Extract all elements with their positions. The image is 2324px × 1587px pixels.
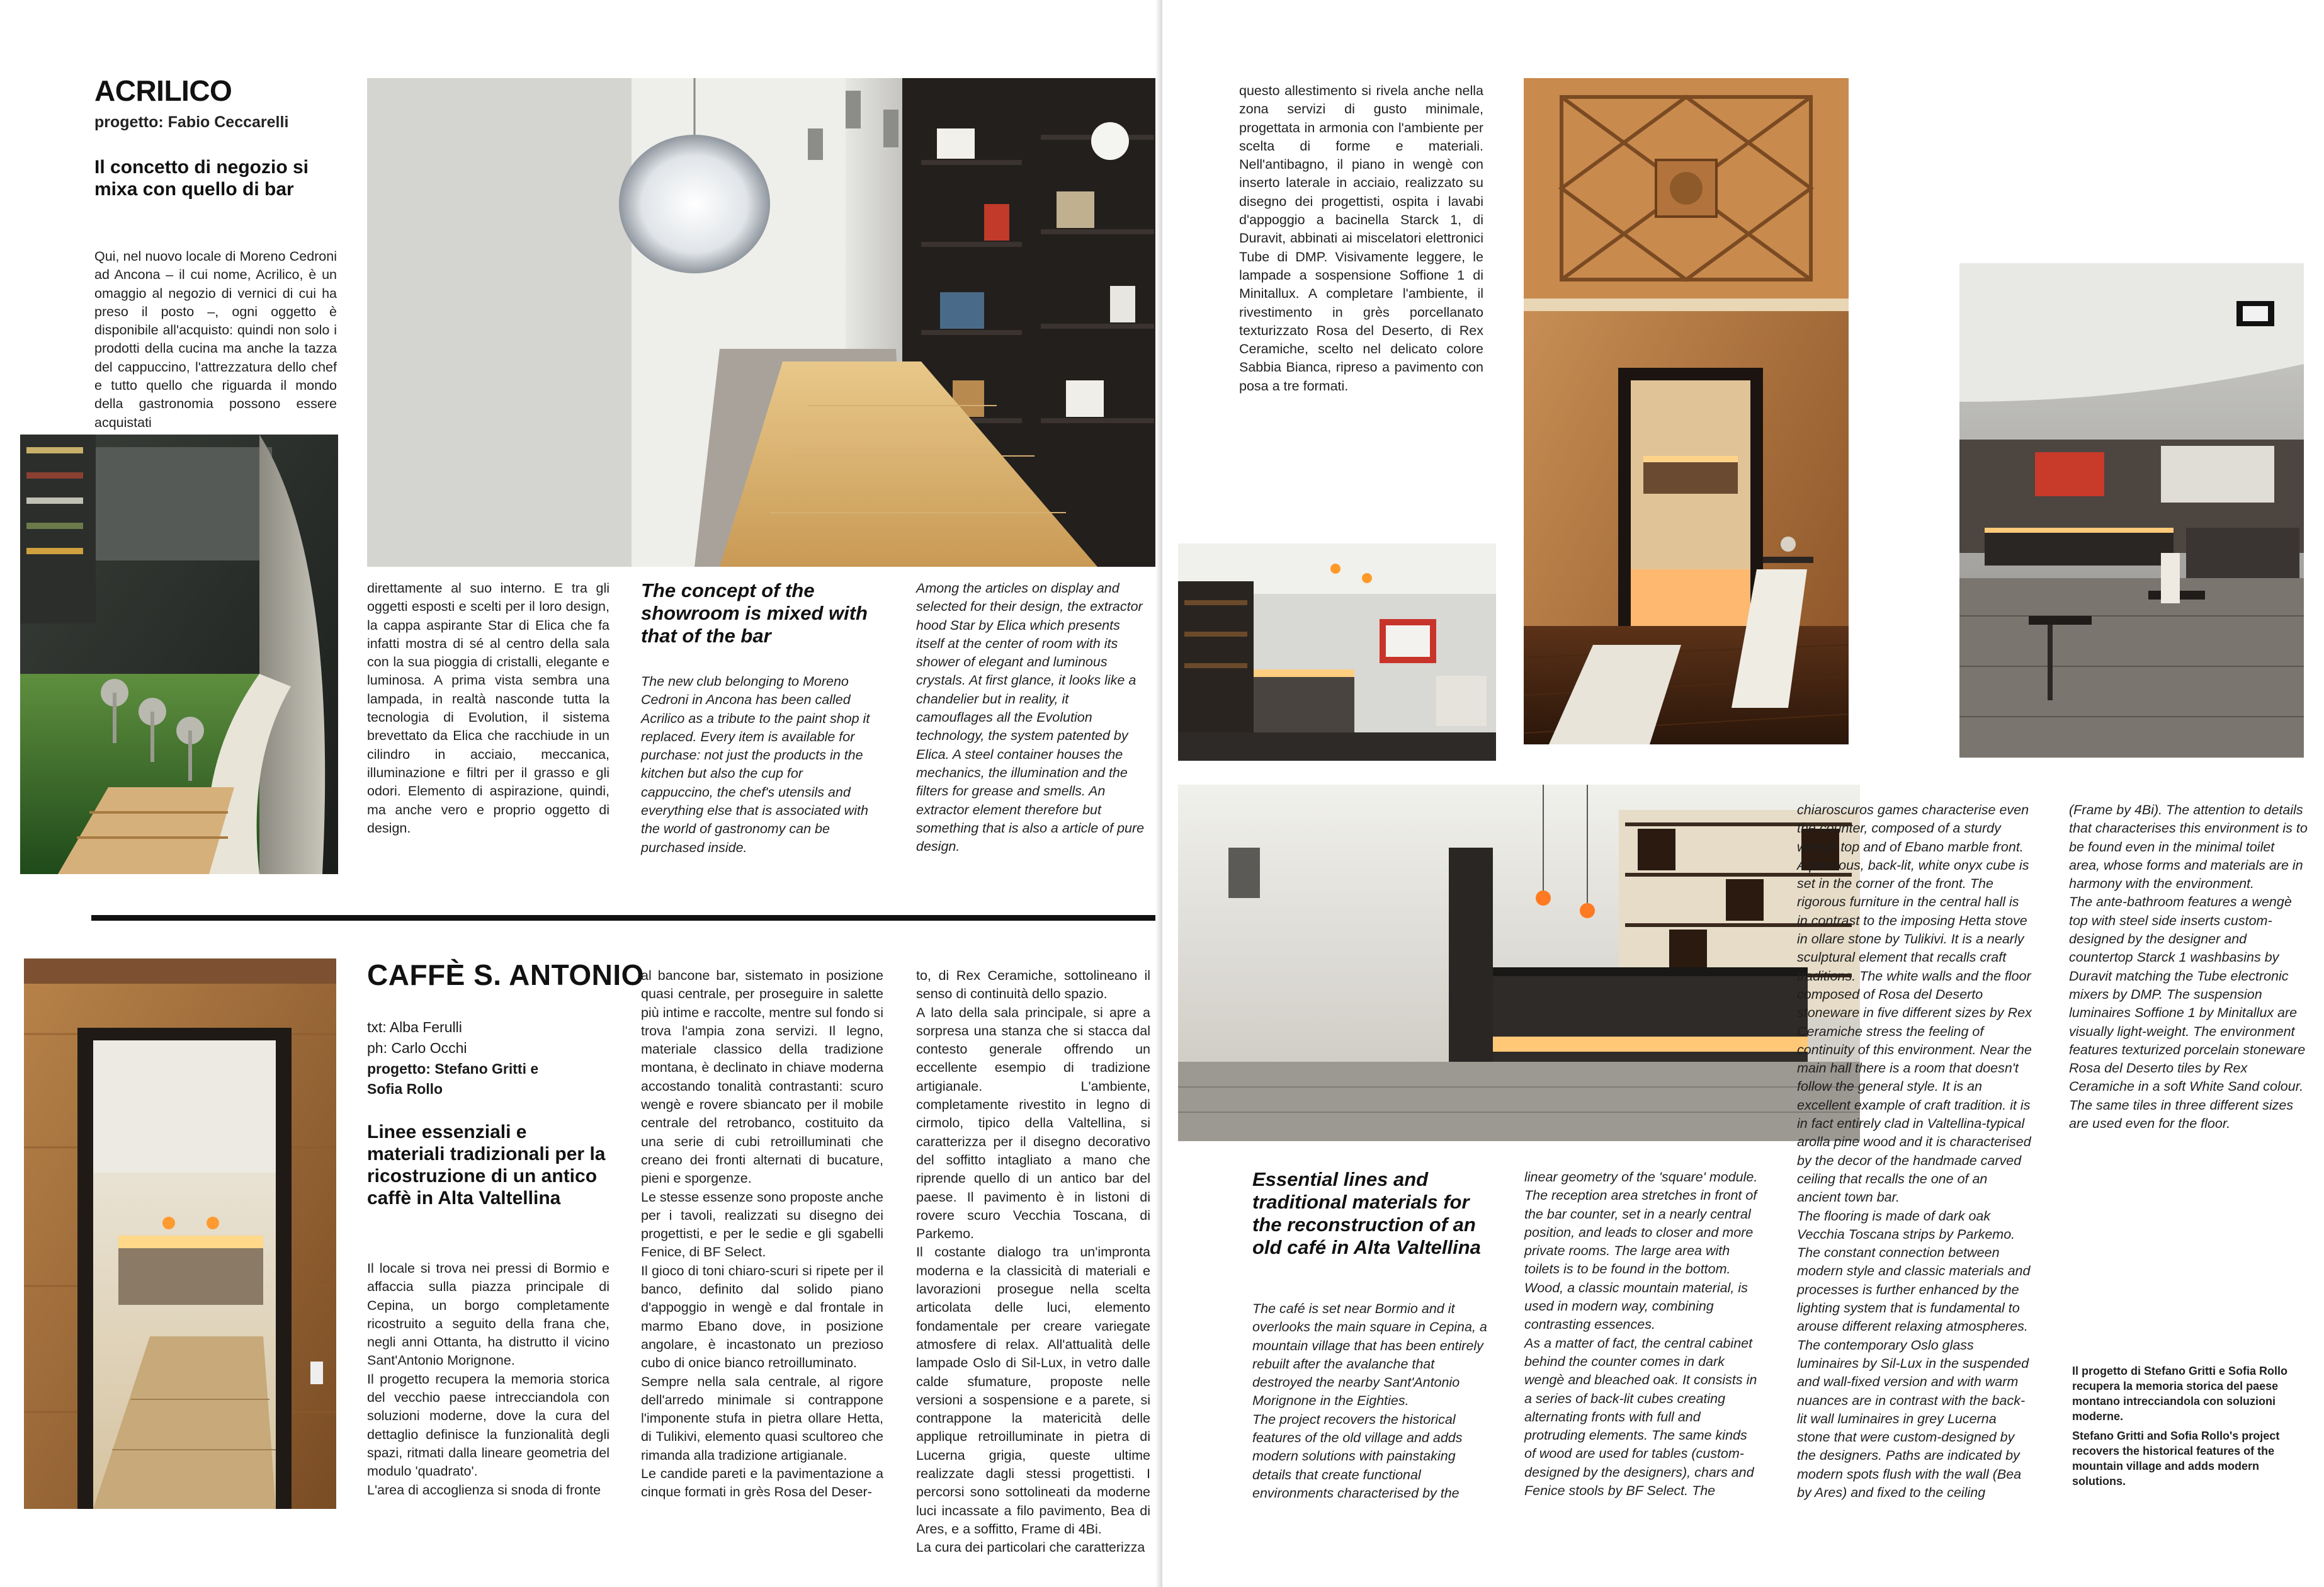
caffe-en-heading: Essential lines and traditional materials for the reconstruction of an old café in Alta Valtellina [1252, 1168, 1481, 1258]
photo-caption-it: Il progetto di Stefano Gritti e Sofia Rollo recupera la memoria storica del paese montano intrecciandola con soluzioni moderne. [2072, 1365, 2287, 1423]
acrilico-body-col1: Qui, nel nuovo locale di Moreno Cedroni ad Ancona – il cui nome, Acrilico, è un omaggio al negozio di vernici di cui ha preso il posto –, ogni oggetto è disponibile all'acquisto: quindi non solo i prodotti della cucina ma anche la tazza del cappuccino, l'attrezzatura dello chef e tutto quello che riguarda il mondo della gastronomia possono essere acquistati [94, 249, 337, 430]
caffe-subtitle: Linee essenziali e materiali tradizionali per la ricostruzione di un antico caffè in Alta Valtellina [367, 1122, 606, 1209]
restroom-interior-photo [1959, 263, 2304, 758]
acrilico-title: ACRILICO [94, 74, 232, 107]
acrilico-stair-photo [20, 435, 338, 874]
caffe-en-body-col2: linear geometry of the 'square' module. The reception area stretches in front of the bar counter, set in a nearly central position, and leads to closer and more private rooms. The large area with toilets is to be found in the bottom. Wood, a classic mountain material, is used in modern way, combining contrasting essences. As a matter of fact, the central cabinet behind the counter comes in dark wengè and bleached oak. It consists in a series of back-lit cubes creating alternating fronts with full and protruding elements. The same kinds of wood are used for tables (custom-designed by the designers), chars and Fenice stools by BF Select. The [1524, 1169, 1758, 1499]
main-bar-photo [1178, 785, 1860, 1141]
caffe-body-col2: al bancone bar, sistemato in posizione quasi centrale, per proseguire in salette più intime e raccolte, mentre sul fondo si trova l'ampia zona servizi. Il legno, materiale classico della tradizione montana, è declinato in chiave moderna accostando tonalità contrastanti: scuro wengè e rovere sbiancato per il mobile centrale del retrobanco, costituito da una serie di cubi retroilluminati che creano dei fronti alternati di bucature, pieni e sporgenze. Le stesse essenze sono proposte anche per i tavoli, realizzati su disegno dei progettisti, e per le sedie e gli sgabelli Fenice, di BF Select. Il gioco di toni chiaro-scuri si ripete per il banco, definito dal solido piano d'appoggio in wengè e dal frontale in marmo Ebano dove, in posizione angolare, è incastonato un prezioso cubo di onice bianco retroilluminato. Sempre nella sala centrale, al rigore dell'arredo minimale si contrappone l'imponente stufa in pietra ollare Hetta, di Tulikivi, elemento quasi scultoreo che rimanda alla tradizione artigianale. Le candide pareti e la pavimentazione a cinque formati in grès Rosa del Deser- [641, 968, 883, 1500]
acrilico-en-body-col1: The new club belonging to Moreno Cedroni in Ancona has been called Acrilico as a tribute to the paint shop it replaced. Every item is available for purchase: not just the products in the kitchen but also the cup for cappuccino, the chef's utensils and everything else that is associated with the world of gastronomy can be purchased inside. [641, 674, 870, 855]
section-divider [91, 915, 1159, 921]
caffe-txt-credit: txt: Alba Ferulli [367, 1019, 462, 1035]
acrilico-body-col2: direttamente al suo interno. E tra gli oggetti esposti e scelti per il loro design, la cappa aspirante Star di Elica che fa infatti mostra di sé al centro della sala con la sua pioggia di cristalli, elegante e luminosa. A prima vista sembra una lampada, in realtà nasconde tutta la tecnologia di Evolution, il sistema brevettato da Elica che racchiude in un cilindro in acciaio, meccanica, illuminazione e filtri per il grasso e gli odori. Elemento di aspirazione, quindi, ma anche vero e proprio oggetto di design. [367, 581, 609, 836]
caffe-doorway-photo [24, 958, 336, 1509]
caffe-body-col1: Il locale si trova nei pressi di Bormio e affaccia sulla piazza principale di Cepina, un borgo completamente ricostruito a seguito della frana che, negli anni Ottanta, ha distrutto il vicino Sant'Antonio Morignone. Il progetto recupera la memoria storica del vecchio paese intrecciandola con soluzioni moderne, dove la cura del dettaglio definisce la funzionalità degli spazi, ritmati dalla lineare geometria del modulo 'quadrato'. L'area di accoglienza si snoda di fronte [367, 1261, 609, 1498]
right-page [1162, 0, 2324, 1587]
wooden-room-photo [1524, 78, 1849, 744]
caffe-ph-credit: ph: Carlo Occhi [367, 1040, 467, 1056]
caffe-project-credit: progetto: Stefano Gritti e Sofia Rollo [367, 1061, 539, 1097]
caffe-body-right-col1: questo allestimento si rivela anche nella zona servizi di gusto minimale, progettata in armonia con l'ambiente per scelta di forme e materiali. Nell'antibagno, il piano in wengè con inserto laterale in acciaio, realizzato su disegno dei progettisti, ospita i lavabi d'appoggio a bacinella Starck 1, di Duravit, abbinati ai miscelatori elettronici Tube di DMP. Visivamente leggere, le lampade a sospensione Soffione 1 di Minitallux. A completare l'ambiente, il rivestimento in grès porcellanato texturizzato Rosa del Deserto, di Rex Ceramiche, scelto nel delicato colore Sabbia Bianca, ripreso a pavimento con posa a tre formati. [1239, 83, 1483, 394]
acrilico-en-body-col2: Among the articles on display and selected for their design, the extractor hood Star by Elica which presents itself at the center of room with its shower of elegant and luminous crystals. At first glance, it looks like a chandelier but in reality, it camouflages all the Evolution technology, the system patented by Elica. A steel container houses the mechanics, the illumination and the filters for grease and smells. An extractor element therefore but something that is also a article of pure design. [916, 581, 1145, 855]
acrilico-en-heading: The concept of the showroom is mixed with that of the bar [641, 579, 868, 647]
acrilico-main-photo [367, 78, 1160, 567]
acrilico-subtitle: Il concetto di negozio si mixa con quello di bar [94, 157, 309, 200]
caffe-en-body-col4: (Frame by 4Bi). The attention to details that characterises this environment is to be found even in the minimal toilet area, whose forms and materials are in harmony with the environment. The ante-bathroom features a wengè top with steel side inserts custom-designed by the designer and countertop Starck 1 washbasins by Duravit matching the Tube electronic mixers by DMP. The suspension luminaires Soffione 1 by Minitallux are visually light-weight. The environment features texturized porcelain stoneware Rosa del Deserto tiles by Rex Ceramiche in a soft White Sand colour. The same tiles in three different sizes are used even for the floor. [2069, 802, 2308, 1132]
caffe-body-col3: to, di Rex Ceramiche, sottolineano il senso di continuità dello spazio. A lato della sala principale, si apre a sorpresa una stanza che si stacca dal contesto generale offrendo un eccellente esempio di tradizione artigianale. L'ambiente, completamente rivestito in legno di cirmolo, tipico della Valtellina, si caratterizza per il disegno decorativo del soffitto intagliato a mano che riprende quello di un antico bar del paese. Il pavimento è in listoni di rovere scuro Vecchia Toscana, di Parkemo. Il costante dialogo tra un'impronta moderna e la classicità di materiali e lavorazioni prosegue nella scelta articolata delle luci, elemento fondamentale per creare variegate atmosfere di relax. All'attualità delle lampade Oslo di Sil-Lux, in vetro dalle calde sfumature, proposte nelle versioni a sospensione e a parete, si contrappone la matericità delle applique retroilluminate in pietra di Lucerna grigia, queste ultime realizzate dagli stessi progettisti. I percorsi sono sottolineati da moderne luci incassate a filo pavimento, Bea di Ares, e a soffitto, Frame di 4Bi. La cura dei particolari che caratterizza [916, 968, 1150, 1556]
photo-caption-en: Stefano Gritti and Sofia Rollo's project recovers the historical features of the mountain village and adds modern solutions. [2072, 1430, 2280, 1487]
caffe-en-body-col3: chiaroscuros games characterise even the counter, composed of a sturdy wengè top and of Ebano marble front. A precious, back-lit, white onyx cube is set in the corner of the front. The rigorous furniture in the central hall is in contrast to the imposing Hetta stove in ollare stone by Tulikivi. It is a nearly sculptural element that recalls craft traditions. The white walls and the floor composed of Rosa del Deserto stoneware in five different sizes by Rex Ceramiche stress the feeling of continuity of this environment. Near the main hall there is a room that doesn't follow the general style. It is an excellent example of craft tradition. it is in fact entirely clad in Valtellina-typical arolla pine wood and it is characterised by the decor of the handmade carved ceiling that recalls the one of an ancient town bar. The flooring is made of dark oak Vecchia Toscana strips by Parkemo. The constant connection between modern style and classic materials and processes is further enhanced by the lighting system that is fundamental to arouse different relaxing atmospheres. The contemporary Oslo glass luminaires by Sil-Lux in the suspended and wall-fixed version and with warm nuances are in contrast with the back-lit wall luminaires in grey Lucerna stone that were custom-designed by the designers. Paths are indicated by modern spots flush with the wall (Bea by Ares) and fixed to the ceiling [1797, 802, 2032, 1500]
bar-counter-photo [1178, 543, 1496, 761]
caffe-en-body-col1: The café is set near Bormio and it overlooks the main square in Cepina, a mountain village that has been entirely rebuilt after the avalanche that destroyed the nearby Sant'Antonio Morignone in the Eighties. The project recovers the historical features of the old village and adds modern solutions with painstaking details that create functional environments characterised by the [1252, 1301, 1487, 1501]
caffe-title: CAFFÈ S. ANTONIO [367, 958, 644, 991]
acrilico-project-credit: progetto: Fabio Ceccarelli [94, 113, 289, 131]
